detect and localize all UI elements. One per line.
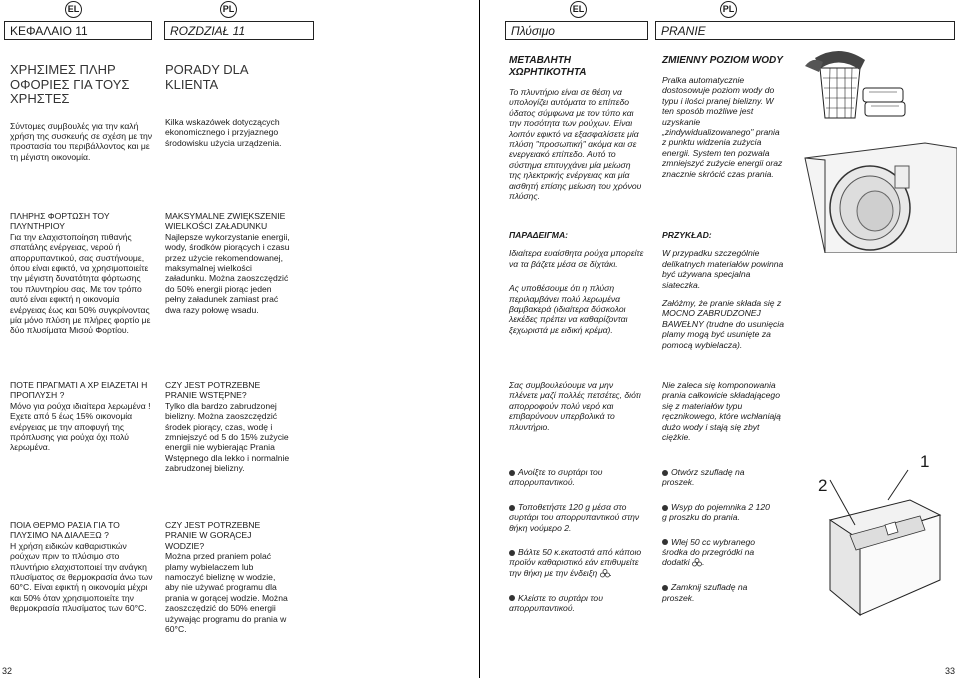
bullet-icon xyxy=(509,505,515,511)
temperature-body-el: Η χρήση ειδικών καθαριστικών ρούχων πριν το πλύσιμο στο πλυντήριο ελαχιστοποιεί την ανάγκη πλυσίματος σε θερμοκρασία άνω των 60°C. Είναι εφικτή η οικονομία μέχρι και 50% όταν χρησιμοποιείτε την θερμοκρασία πλυσίματος των 60°C. xyxy=(10,540,153,614)
example-p3-pl: Załóżmy, że pranie składa się z MOCNO ZABRUDZONEJ BAWEŁNY (trudne do usunięcia plamy mogą być usunięte za pomocą wybielacza). xyxy=(662,298,784,350)
advice-p4-pl: Nie zaleca się komponowania prania całkowicie składającego się z materiałów typu ręcznikowego, które wchłaniają dużo wody i stają się zbyt ciężkie. xyxy=(662,380,781,443)
washing-machine-icon xyxy=(805,143,957,253)
prewash-head-pl: CZY JEST POTRZEBNE PRANIE WSTĘPNE? xyxy=(165,380,261,401)
page-spine xyxy=(479,0,480,678)
full-load-head-el: ΠΛΗΡΗΣ ΦΟΡΤΩΣΗ ΤΟΥ ΠΛΥΝΤΗΡΙΟΥ xyxy=(10,211,110,232)
detergent-drawer-illustration xyxy=(800,440,955,635)
lang-badge-el: EL xyxy=(65,1,82,18)
section-header-pl xyxy=(655,21,955,40)
step-4-pl: Zamknij szufladę na proszek. xyxy=(662,582,748,603)
step-3-el: Βάλτε 50 κ.εκατοστά από κάποιο προϊόν καθαριστικό εάν επιθυμείτε την θήκη με την ένδειξη . xyxy=(509,547,642,578)
example-el xyxy=(509,230,644,335)
example-head-pl: PRZYKŁAD: xyxy=(662,230,712,240)
example-p2-el: Ιδιαίτερα ευαίσθητα ρούχα μπορείτε να τα βάζετε μέσα σε δίχτάκι. xyxy=(509,248,644,269)
full-load-head-pl: MAKSYMALNE ZWIĘKSZENIE WIELKOŚCI ZAŁADUNKU xyxy=(165,211,286,232)
variable-capacity-title-el: ΜΕΤΑΒΛΗΤΗ ΧΩΡΗΤΙΚΟΤΗΤΑ xyxy=(509,55,587,78)
steps-pl xyxy=(662,467,777,603)
bullet-icon xyxy=(662,539,668,545)
bullet-icon xyxy=(509,470,515,476)
section-header-title-pl: PRANIE xyxy=(661,24,706,38)
lang-badge-pl: PL xyxy=(220,1,237,18)
chapter-title-pl: ROZDZIAŁ 11 xyxy=(170,24,246,38)
variable-water-body-pl: Pralka automatycznie dostosowuje poziom wody do typu i ilości pranej bielizny. W ten sposób możliwe jest uzyskanie „zindywidualizowanego" prania z punktu widzenia zużycia energii. System ten pozwala zmniejszyć zużycie energii oraz znacznie skrócić czas prania. xyxy=(662,75,783,179)
full-load-el xyxy=(10,211,155,336)
advice-pl xyxy=(662,380,784,442)
prewash-pl xyxy=(165,380,290,474)
advice-el xyxy=(509,380,644,432)
bullet-icon xyxy=(662,585,668,591)
bullet-icon xyxy=(662,505,668,511)
temperature-el xyxy=(10,520,155,614)
drawer-label-2: 2 xyxy=(818,476,828,495)
variable-water-title-pl: ZMIENNY POZIOM WODY xyxy=(662,55,783,66)
section-title-el: ΧΡΗΣΙΜΕΣ ΠΛΗΡ ΟΦΟΡΙΕΣ ΓΙΑ ΤΟΥΣ ΧΡΗΣΤΕΣ xyxy=(10,62,130,106)
step-2-el: Τοποθετήστε 120 g μέσα στο συρτάρι του απορρυπαντικού στην θήκη νούμερο 2. xyxy=(509,501,640,533)
bullet-icon xyxy=(662,470,668,476)
laundry-basket-icon xyxy=(805,51,865,118)
lang-badge-el-right: EL xyxy=(570,1,587,18)
chapter-header-el xyxy=(4,21,152,40)
page-number-left: 32 xyxy=(2,666,13,676)
chapter-header-pl xyxy=(164,21,314,40)
temperature-head-pl: CZY JEST POTRZEBNE PRANIE W GORĄCEJ WODZIE? xyxy=(165,520,261,551)
detergent-drawer-icon xyxy=(830,470,940,615)
step-1-el: Ανοίξτε το συρτάρι του απορρυπαντικού. xyxy=(509,467,603,488)
step-4-el: Κλείστε το συρτάρι του απορρυπαντικού. xyxy=(509,592,603,613)
chapter-title-el: ΚΕΦΑΛΑΙΟ 11 xyxy=(10,24,88,38)
intro-el: Σύντομες συμβουλές για την καλή χρήση της συσκευής σε σχέση με την προστασία του περιβάλλοντος και με τη μέγιστη οικονομία. xyxy=(10,120,153,162)
example-pl xyxy=(662,230,784,350)
full-load-body-pl: Najlepsze wykorzystanie energii, wody, środków piorących i czasu przez użycie rekomendowanej, maksymalnej wielkości załadunku. Można zaoszczędzić do 50% energii piorąc jeden pełny załadunek zamiast prać dwa razy połowę wsadu. xyxy=(165,231,290,315)
variable-capacity-body-el: Το πλυντήριο είναι σε θέση να υπολογίζει αυτόματα το επίπεδο ύδατος σύμφωνα με τον τύπο και την ποσότητα των ρούχων. Είναι λοιπόν εφικτό να εξασφαλίσετε μία πλύση "προσωπική" ακόμα και σε ενεργειακό επίπεδο. Αυτό το σύστημα επιτυγχάνει μία μείωση της ηλεκτρικής ενέργειας και μία αισθητή επίσης μείωση του χρόνου πλύσης. xyxy=(509,87,642,202)
temperature-head-el: ΠΟΙΑ ΘΕΡΜΟ ΡΑΣΙΑ ΓΙΑ ΤΟ ΠΛΥΣΙΜΟ ΝΑ ΔΙΑΛΕΞΩ ? xyxy=(10,520,120,541)
example-head-el: ΠΑΡΑΔΕΙΓΜΑ: xyxy=(509,230,569,240)
step-3-pl: Wlej 50 cc wybranego środka do przegródki na dodatki . xyxy=(662,536,756,568)
folded-towels-icon xyxy=(863,88,905,116)
flower-icon xyxy=(600,569,610,579)
prewash-head-el: ΠΟΤΕ ΠΡΑΓΜΑΤΙ Α ΧΡ ΕΙΑΖΕΤΑΙ Η ΠΡΟΠΛΥΣΗ ? xyxy=(10,380,148,401)
page-number-right: 33 xyxy=(945,666,956,676)
section-title-pl: PORADY DLA KLIENTA xyxy=(165,62,248,92)
section-header-title-el: Πλύσιμο xyxy=(511,24,555,38)
steps-el xyxy=(509,467,644,613)
example-p2-pl: W przypadku szczególnie delikatnych materiałów powinna być używana specjalna siateczka. xyxy=(662,248,784,290)
column-el-left xyxy=(10,63,155,162)
advice-p4-el: Σας συμβουλεύουμε να μην πλένετε μαζί πολλές πετσέτες, διότι απορροφούν πολύ νερό και επιβαρύνουν υπερβολικά το πλυντήριο. xyxy=(509,380,641,432)
section-header-el xyxy=(505,21,648,40)
example-p3-el: Ας υποθέσουμε ότι η πλύση περιλαμβάνει πολύ λερωμένα βαμβακερά (ιδιαίτερα δύσκολοι λεκέδες πρέπει να καθαρίζονται ξεχωριστά με ειδική κρέμα). xyxy=(509,283,628,335)
prewash-el xyxy=(10,380,155,453)
flower-icon xyxy=(692,558,702,568)
column-pl-right xyxy=(662,55,784,179)
lang-badge-pl-right: PL xyxy=(720,1,737,18)
washing-machine-illustration xyxy=(785,48,957,253)
prewash-body-pl: Tylko dla bardzo zabrudzonej bielizny. Można zaoszczędzić środek piorący, czas, wodę i zmniejszyć od 5 do 15% zużycie energii nie wybierając Prania Wstępnego dla lekko i normalnie zabrudzonej bielizny. xyxy=(165,400,290,474)
prewash-body-el: Μόνο για ρούχα ιδιαίτερα λερωμένα ! Εχετε από 5 έως 15% οικονομία ενέργειας με την αποφυγή της πρόπλυσης για ρούχα όχι πολύ λερωμένα. xyxy=(10,400,151,453)
temperature-body-pl: Można przed praniem polać plamy wybielaczem lub namoczyć bieliznę w wodzie, aby nie używać programu dla prania w gorącej wodzie. Można zaoszczędzić do 50% energii używając programu do prania w 60°C. xyxy=(165,551,288,635)
drawer-label-1: 1 xyxy=(920,452,930,471)
step-2-pl: Wsyp do pojemnika 2 120 g proszku do prania. xyxy=(662,501,770,523)
bullet-icon xyxy=(509,550,515,556)
step-1-pl: Otwórz szufladę na proszek. xyxy=(662,467,745,488)
full-load-pl xyxy=(165,211,290,315)
full-load-body-el: Για την ελαχιστοποίηση πιθανής σπατάλης ενέργειας, νερού ή απορρυπαντικού, σας συστήνουμε, όπου είναι εφικτό, να χρησιμοποιείτε την μέγιστη δυνατότητα φόρτωσης του πλυντηρίου σας. Με τον τρόπο αυτό είναι εφικτή η οικονομία ενέργειας έως και 50% συγκρίνοντας μία μόνο πλύση με πλήρες φορτίο με δύο πλυσίματα Μισού Φορτίου. xyxy=(10,231,151,336)
column-pl-left xyxy=(165,63,285,148)
bullet-icon xyxy=(509,595,515,601)
temperature-pl xyxy=(165,520,290,634)
intro-pl: Kilka wskazówek dotyczących ekonomicznego i przyjaznego środowisku użycia urządzenia. xyxy=(165,117,282,148)
column-el-right xyxy=(509,55,644,201)
